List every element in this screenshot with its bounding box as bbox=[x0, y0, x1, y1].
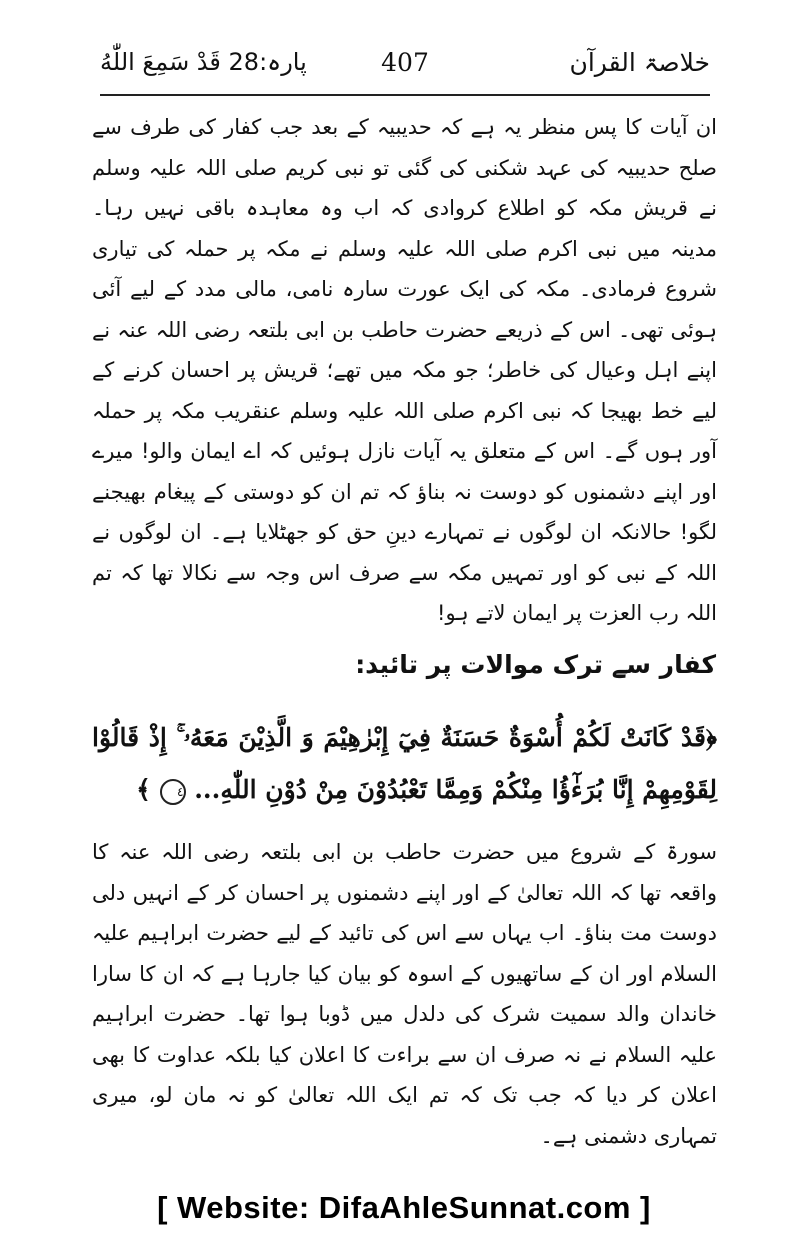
page-header bbox=[100, 40, 710, 92]
header-divider bbox=[100, 94, 710, 96]
verse-text: ﴿قَدْ كَانَتْ لَكُمْ أُسْوَةٌ حَسَنَةٌ فِيٓ إِبْرٰهِيْمَ وَ الَّذِيْنَ مَعَهُۥ ۚ إِذْ قَالُوْا لِقَوْمِهِمْ إِنَّا بُرَءٰٓؤُا مِنْكُمْ وَمِمَّا تَعْبُدُوْنَ مِنْ دُوْنِ اللّٰهِ... bbox=[92, 723, 717, 804]
page-number: 407 bbox=[381, 48, 429, 77]
body-paragraph-2: سورۃ کے شروع میں حضرت حاطب بن ابی بلتعہ رضی اللہ عنہ کا واقعہ تھا کہ اللہ تعالیٰ کے اور اپنے دشمنوں پر احسان کر کے انہیں دلی دوست مت بناؤ۔ اب یہاں سے اس کی تائید کے لیے حضرت ابراہیم علیہ السلام اور ان کے ساتھیوں کے اسوہ کو بیان کیا جارہا ہے کہ ان کا سارا خاندان والد سمیت شرک کی دلدل میں ڈوبا ہوا تھا۔ حضرت ابراہیم علیہ السلام نے نہ صرف ان سے براءت کا اعلان کیا بلکہ عداوت کا بھی اعلان کر دیا کہ جب تک کہ تم ایک اللہ تعالیٰ کو نہ مان لو، میری تمہاری دشمنی ہے۔ bbox=[92, 840, 717, 1148]
book-title: خلاصۃ القرآن bbox=[569, 48, 710, 77]
body-paragraph-1: ان آیات کا پس منظر یہ ہے کہ حدیبیہ کے بعد جب کفار کی طرف سے صلح حدیبیہ کی عہد شکنی کی گئی تو نبی کریم صلی اللہ علیہ وسلم نے قریش مکہ کو اطلاع کروادی کہ اب وہ معاہدہ باقی نہیں رہا۔ مدینہ میں نبی اکرم صلی اللہ علیہ وسلم نے مکہ پر حملہ کی تیاری شروع فرمادی۔ مکہ کی ایک عورت سارہ نامی، مالی مدد کے لیے آئی ہوئی تھی۔ اس کے ذریعے حضرت حاطب بن ابی بلتعہ رضی اللہ عنہ نے اپنے اہل وعیال کی خاطر؛ جو مکہ میں تھے؛ قریش پر احسان کرنے کے لیے خط بھیجا کہ نبی اکرم صلی اللہ علیہ وسلم عنقریب مکہ پر حملہ آور ہوں گے۔ اس کے متعلق یہ آیات نازل ہوئیں کہ اے ایمان والو! میرے اور اپنے دشمنوں کو دوست نہ بناؤ کہ تم ان کو دوستی کے پیغام بھیجنے لگو! حالانکہ ان لوگوں نے تمہارے دینِ حق کو جھٹلایا ہے۔ ان لوگوں نے اللہ کے نبی کو اور تمہیں مکہ سے صرف اس وجہ سے نکالا تھا کہ تم اللہ رب العزت پر ایمان لاتے ہو! bbox=[92, 115, 717, 625]
section-heading: کفار سے ترک موالات پر تائید: bbox=[355, 650, 716, 679]
verse-close-bracket: ﴾ bbox=[136, 775, 151, 804]
quran-verse bbox=[92, 712, 717, 816]
verse-number-marker: ٤ bbox=[160, 779, 186, 805]
website-footer: [ Website: DifaAhleSunnat.com ] bbox=[157, 1190, 651, 1225]
para-info: پارہ:28 قَدْ سَمِعَ اللّٰهُ bbox=[100, 48, 307, 76]
